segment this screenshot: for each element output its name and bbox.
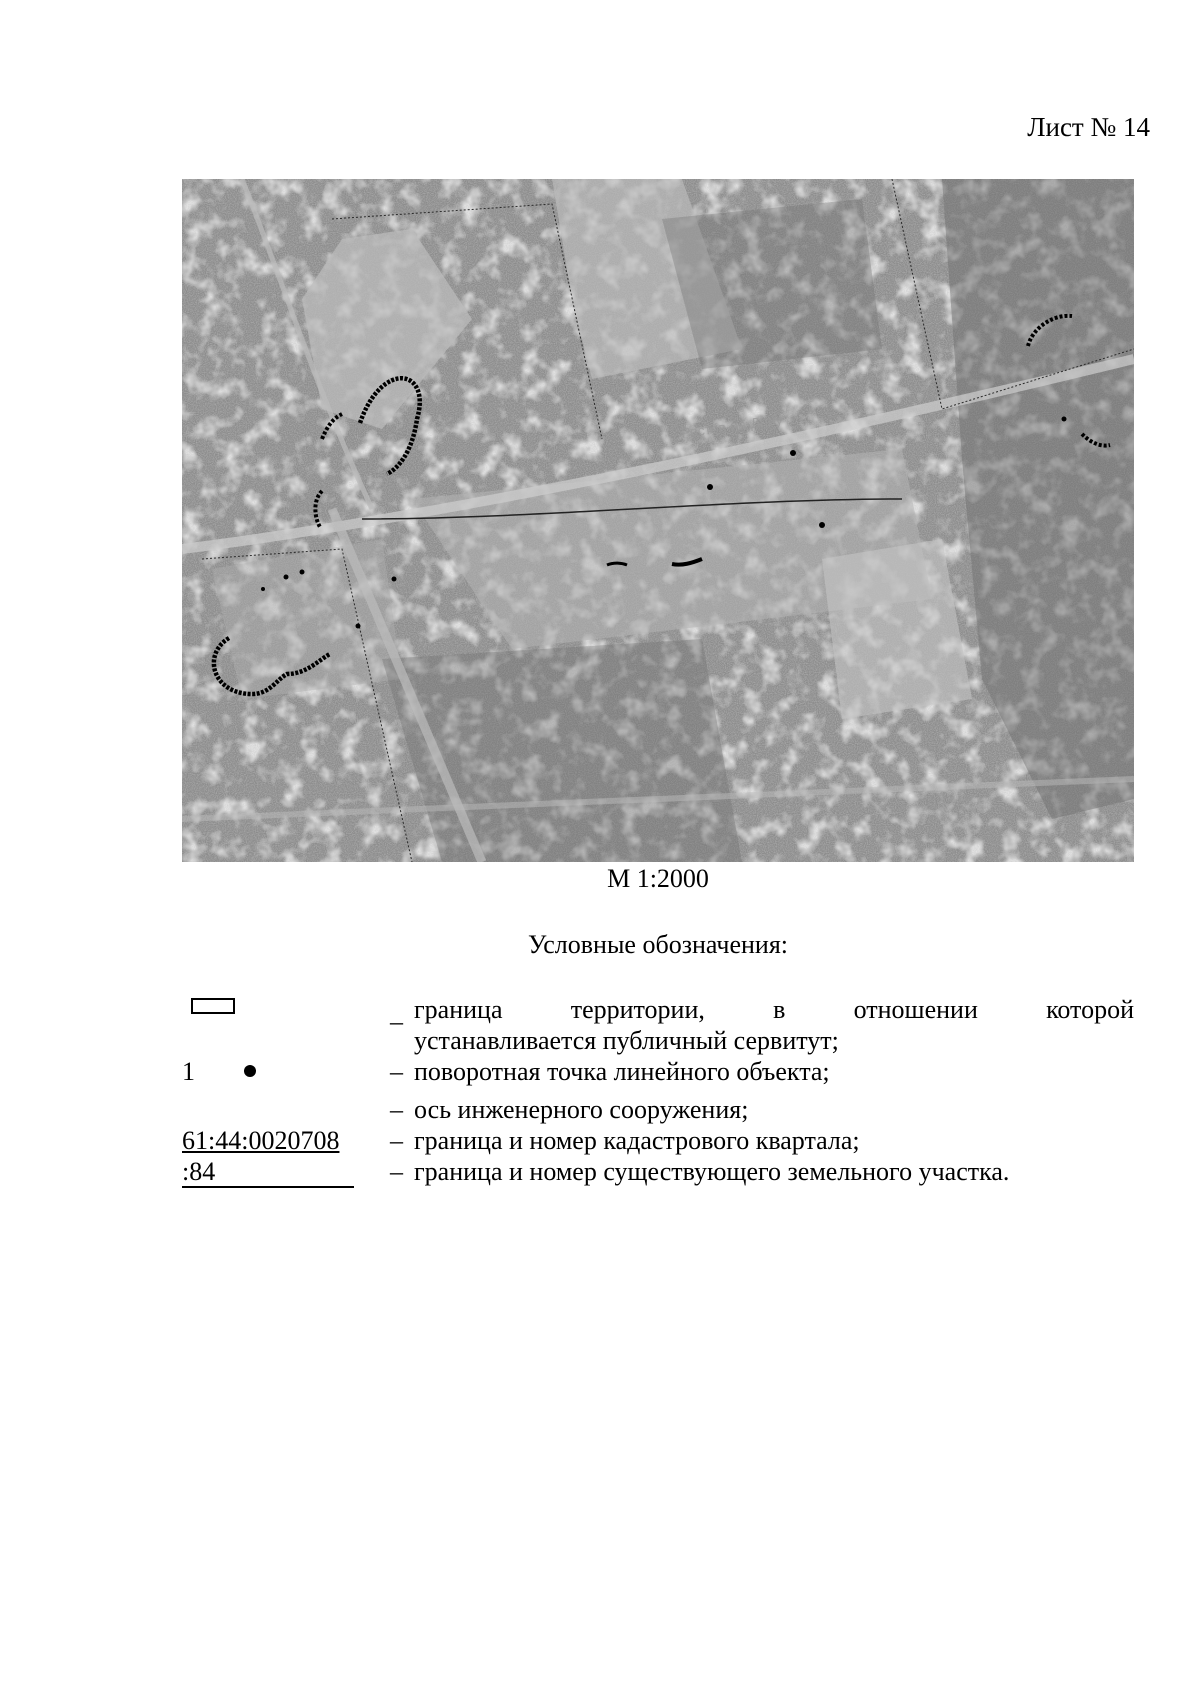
aerial-map[interactable] — [182, 179, 1134, 862]
legend-item-turning-point — [182, 1056, 1134, 1094]
legend-text: ось инженерного сооружения; — [414, 1095, 749, 1124]
legend-dash: – — [390, 1057, 403, 1086]
land-plot-line-icon — [182, 1186, 354, 1188]
sheet-number: Лист № 14 — [1027, 112, 1150, 142]
turning-point — [392, 577, 397, 582]
legend-text-line: устанавливается публичный сервитут; — [414, 1026, 839, 1055]
turning-point — [1062, 417, 1067, 422]
turning-point — [261, 587, 265, 591]
turning-point — [819, 522, 825, 528]
cadastral-quarter-code: 61:44:0020708 — [182, 1126, 340, 1155]
turning-point — [707, 484, 713, 490]
legend-title: Условные обозначения: — [527, 930, 789, 959]
turning-point — [356, 624, 361, 629]
map-street-label: Ростов-на-Дону — [680, 410, 784, 441]
legend-dash: – — [390, 1157, 403, 1186]
legend-text: поворотная точка линейного объекта; — [414, 1057, 830, 1086]
legend-text-line: граница территории, в отношении которой — [414, 995, 1134, 1024]
map-canvas — [182, 179, 1134, 862]
legend-dash: – — [390, 1095, 403, 1124]
point-number: 1 — [182, 1057, 195, 1086]
legend-dash: – — [390, 1007, 403, 1036]
land-plot-code: :84 — [182, 1157, 216, 1186]
legend-item-cadastral-quarter — [182, 1125, 1134, 1156]
legend-text: граница и номер существующего земельного участка. — [414, 1157, 1010, 1186]
legend-item-land-plot — [182, 1156, 1134, 1187]
boundary-rectangle-icon — [191, 998, 235, 1014]
legend-dash: – — [390, 1126, 403, 1155]
legend-item-easement — [182, 994, 1134, 1056]
map-scale: М 1:2000 — [607, 864, 709, 893]
legend — [182, 994, 1134, 1187]
legend-item-axis — [182, 1094, 1134, 1125]
legend-text: граница и номер кадастрового квартала; — [414, 1126, 860, 1155]
turning-point — [284, 575, 289, 580]
turning-point — [300, 570, 305, 575]
turning-point — [790, 450, 796, 456]
turning-point-icon — [244, 1065, 256, 1077]
